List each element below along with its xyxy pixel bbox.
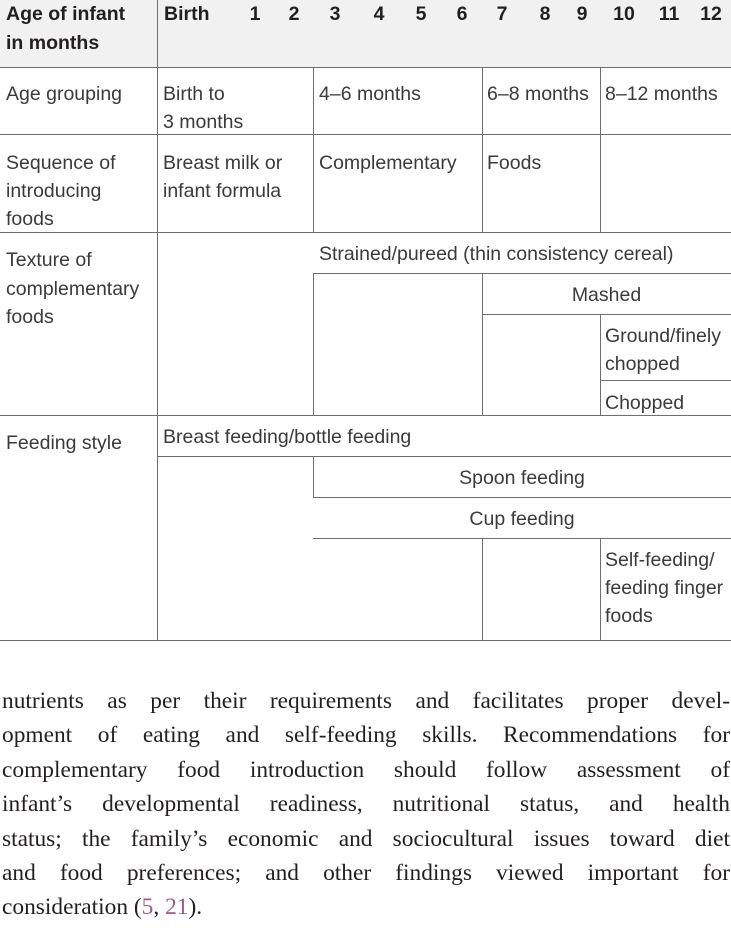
paragraph-line: infant’s developmental readiness, nutritional status, and health bbox=[2, 791, 730, 818]
row-label: Sequence of bbox=[6, 152, 116, 174]
paragraph-line: and food preferences; and other findings viewed important for bbox=[2, 860, 730, 887]
rule bbox=[0, 134, 731, 135]
row-label: foods bbox=[6, 208, 54, 230]
month-heading: 4 bbox=[373, 3, 385, 25]
month-heading: 10 bbox=[613, 3, 635, 25]
paragraph-line: complementary food introduction should follow assessment of bbox=[2, 756, 730, 783]
table-cell: infant formula bbox=[163, 180, 282, 202]
rule bbox=[482, 67, 483, 233]
rule bbox=[313, 67, 314, 233]
row-label: Age grouping bbox=[6, 83, 123, 105]
reference-link[interactable]: 21 bbox=[165, 894, 189, 921]
row-label: foods bbox=[6, 306, 54, 328]
row-label: Texture of bbox=[6, 249, 92, 271]
month-heading: Birth bbox=[164, 3, 210, 25]
table-cell: Mashed bbox=[571, 284, 642, 306]
table-cell: foods bbox=[605, 605, 653, 627]
row-label: Feeding style bbox=[6, 432, 122, 454]
rule bbox=[0, 232, 731, 233]
paragraph-line: nutrients as per their requirements and facilitates proper devel- bbox=[2, 688, 730, 714]
rule bbox=[482, 538, 483, 641]
rule bbox=[313, 273, 731, 274]
header-label: in months bbox=[6, 32, 100, 54]
paragraph-text: ). bbox=[188, 894, 203, 921]
month-heading: 5 bbox=[415, 3, 427, 25]
month-heading: 12 bbox=[700, 3, 722, 25]
month-heading: 8 bbox=[539, 3, 551, 25]
row-label: complementary bbox=[6, 278, 140, 300]
table-cell: 8–12 months bbox=[605, 83, 718, 105]
table-cell: 3 months bbox=[163, 111, 244, 133]
table-cell: 4–6 months bbox=[319, 83, 421, 105]
table-cell: Spoon feeding bbox=[459, 467, 585, 489]
table-cell: chopped bbox=[605, 353, 680, 375]
rule bbox=[600, 314, 601, 416]
reference-link[interactable]: 5 bbox=[141, 894, 154, 921]
paragraph-line bbox=[2, 890, 730, 924]
table-cell: Breast milk or bbox=[163, 152, 283, 174]
table-cell: Cup feeding bbox=[469, 508, 575, 530]
body-paragraph bbox=[2, 684, 730, 925]
paragraph-line: status; the family’s economic and sociocultural issues toward diet bbox=[2, 825, 730, 852]
table-cell: Foods bbox=[487, 152, 542, 174]
table-cell: Self-feeding/ bbox=[605, 549, 715, 571]
month-heading: 2 bbox=[288, 3, 300, 25]
month-heading: 11 bbox=[658, 3, 680, 25]
rule bbox=[313, 273, 314, 416]
rule bbox=[482, 314, 731, 315]
rule bbox=[0, 67, 731, 68]
month-heading: 6 bbox=[456, 3, 468, 25]
table-cell: Chopped bbox=[605, 392, 685, 414]
reference-separator: , bbox=[153, 894, 166, 921]
month-heading: 1 bbox=[249, 3, 261, 25]
table-cell: Strained/pureed (thin consistency cereal) bbox=[319, 243, 674, 265]
rule bbox=[0, 640, 731, 641]
rule bbox=[600, 538, 601, 641]
table-cell: Birth to bbox=[163, 83, 225, 105]
row-label: introducing bbox=[6, 180, 102, 202]
rule bbox=[600, 67, 601, 233]
table-cell: Ground/finely bbox=[605, 325, 721, 347]
table-cell: feeding finger bbox=[605, 577, 724, 599]
rule bbox=[157, 0, 158, 641]
paragraph-line: opment of eating and self-feeding skills. Recommendations for bbox=[2, 722, 730, 749]
month-heading: 7 bbox=[496, 3, 508, 25]
rule bbox=[600, 380, 731, 381]
table-cell: Complementary bbox=[319, 152, 457, 174]
table-cell: Breast feeding/bottle feeding bbox=[163, 426, 412, 448]
rule bbox=[157, 456, 731, 457]
month-heading: 3 bbox=[329, 3, 341, 25]
rule bbox=[313, 538, 731, 539]
paragraph-text: consideration ( bbox=[2, 894, 142, 921]
table-cell: 6–8 months bbox=[487, 83, 589, 105]
rule bbox=[313, 497, 731, 498]
month-heading: 9 bbox=[576, 3, 588, 25]
header-label: Age of infant bbox=[6, 3, 126, 25]
